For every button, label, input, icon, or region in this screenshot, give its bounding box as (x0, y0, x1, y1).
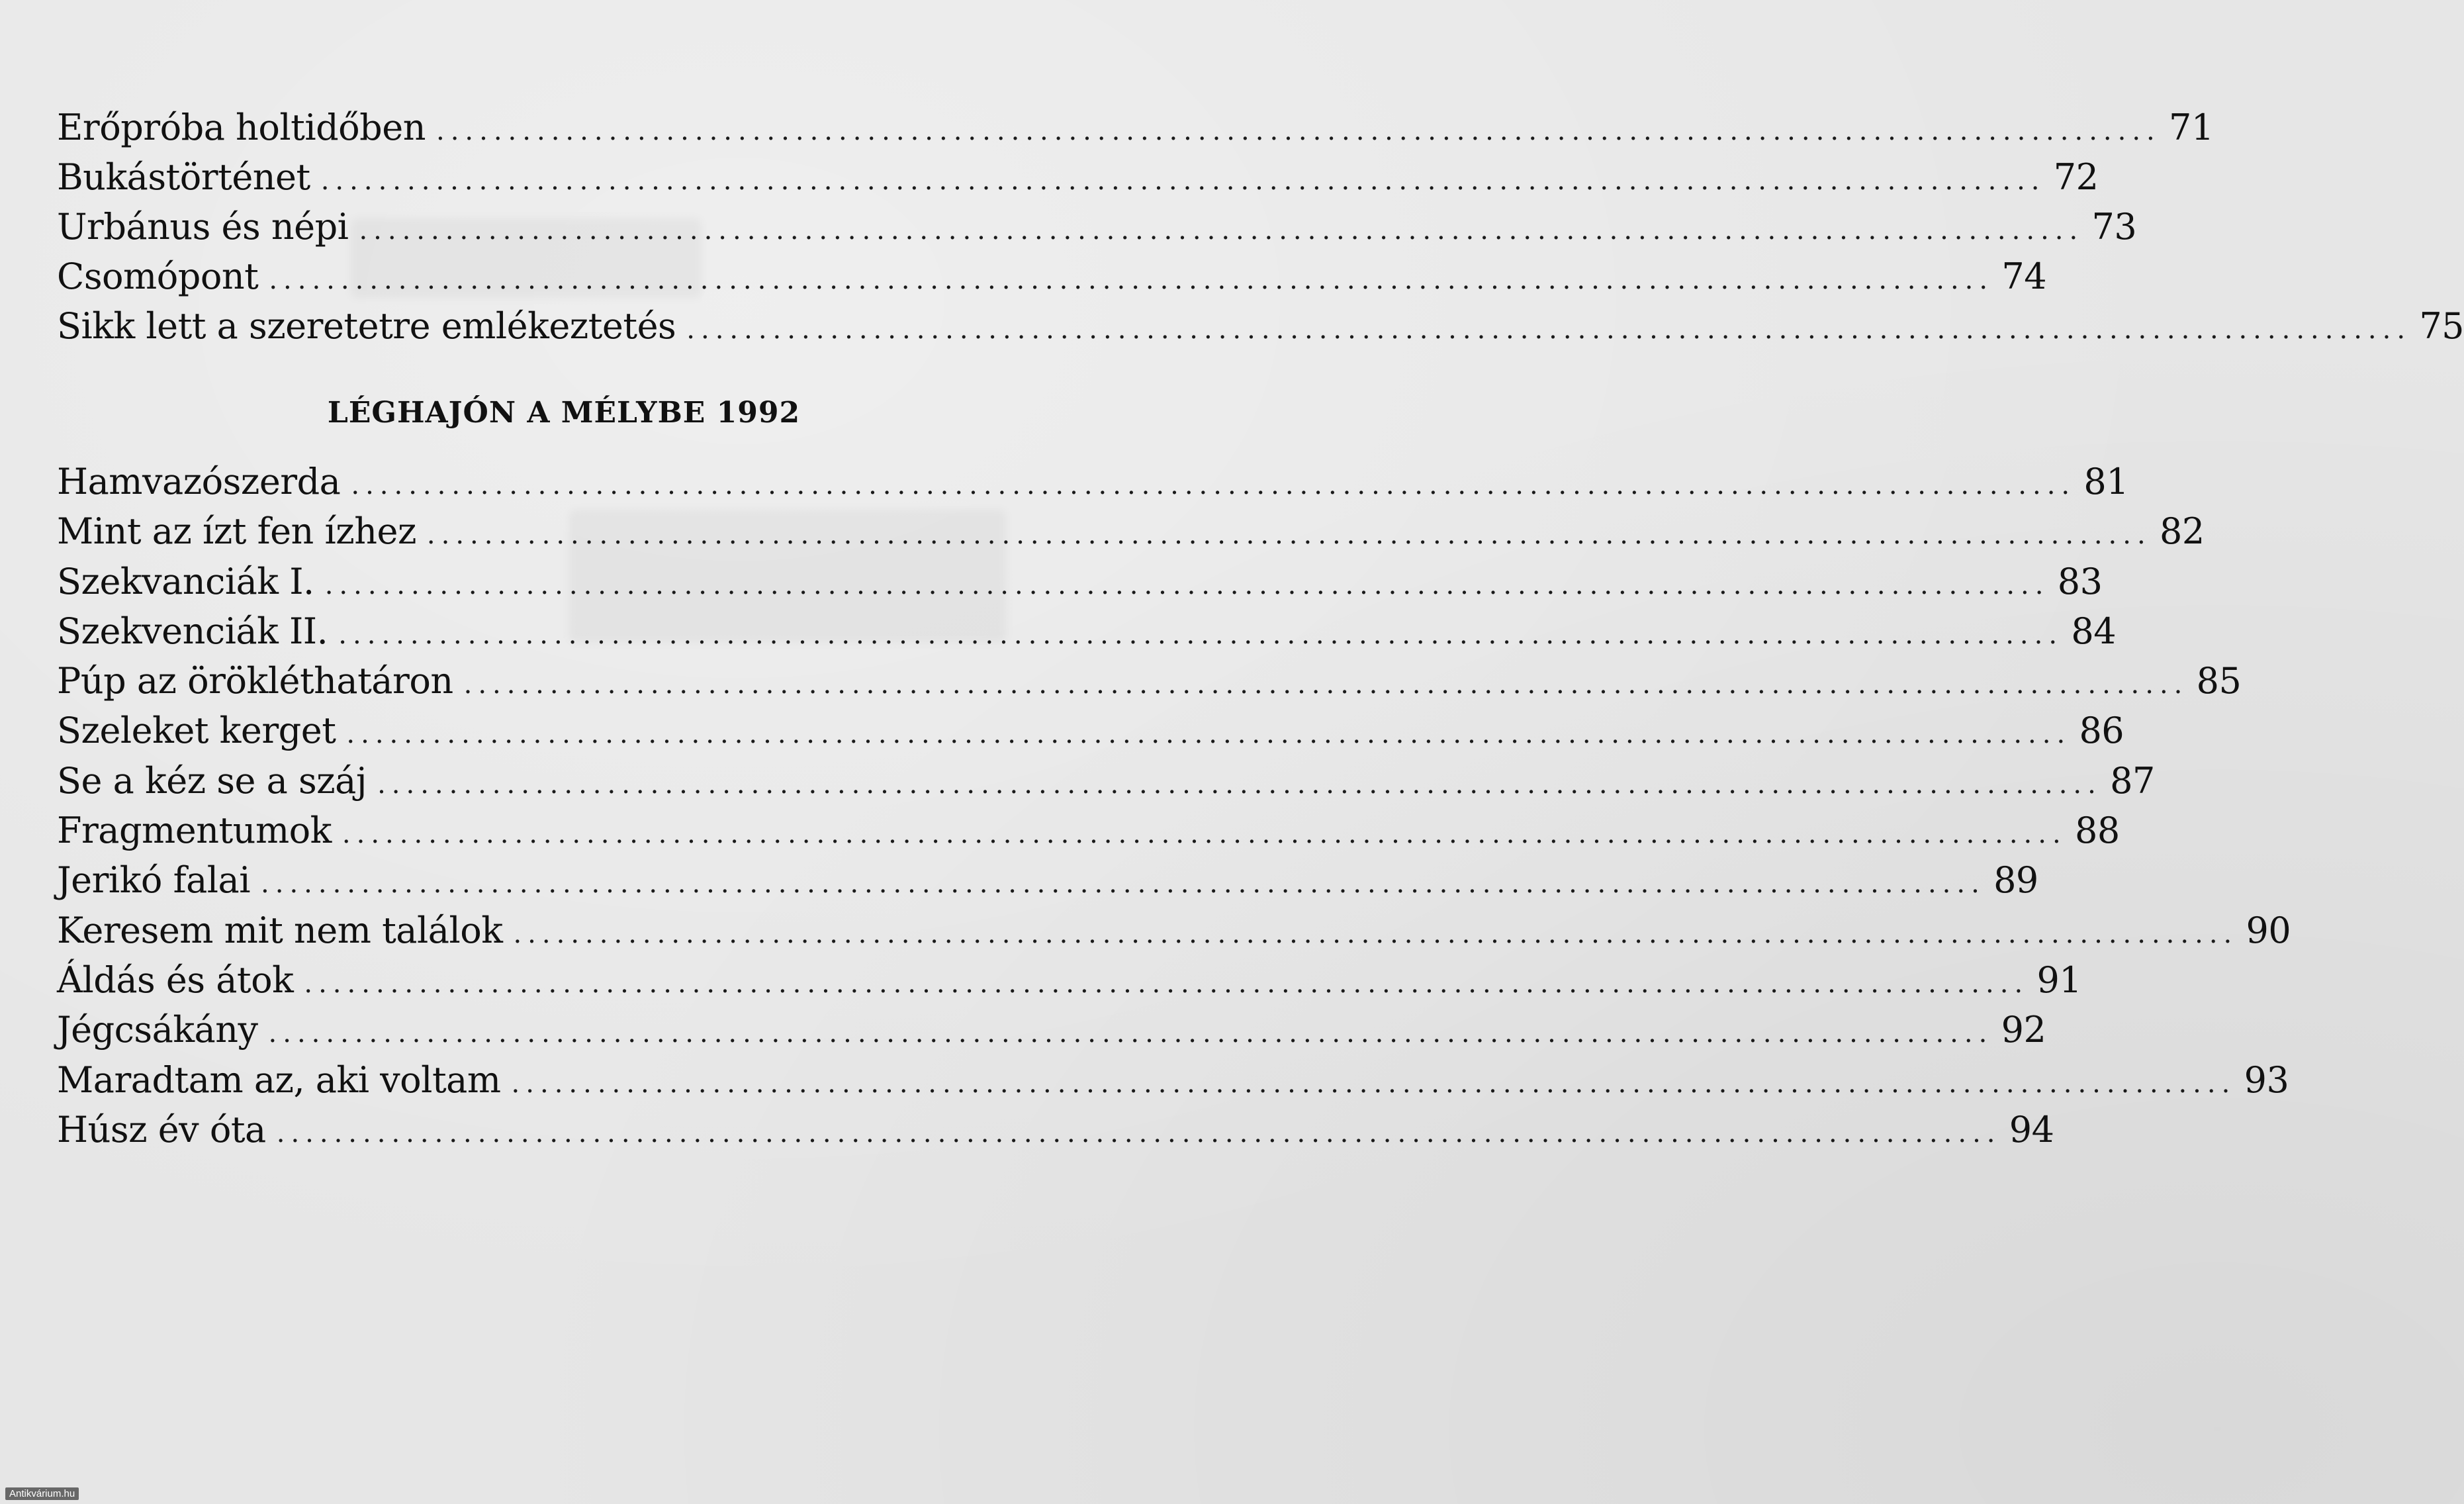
toc-entry (57, 906, 2291, 955)
dot-leader: ........................................................................................................................ (463, 669, 2189, 700)
toc-entry-title: Hamvazószerda (57, 461, 341, 502)
watermark-logo: Antikvárium.hu (5, 1487, 79, 1500)
toc-entry-title: Se a kéz se a száj (57, 759, 367, 802)
toc-entry (57, 152, 2099, 202)
toc-entry-page-number: 84 (2071, 610, 2117, 652)
toc-entry-title: Sikk lett a szeretetre emlékeztetés (57, 305, 676, 347)
toc-entry-title: Szekvenciák II. (57, 610, 328, 652)
toc-entry-page-number: 71 (2169, 107, 2214, 148)
toc-entry-page-number: 89 (1993, 859, 2038, 902)
toc-list-part-2 (57, 457, 2291, 1154)
toc-entry-page-number: 74 (2001, 256, 2047, 297)
toc-entry (57, 1105, 2054, 1154)
dot-leader: ........................................................................................................................ (686, 314, 2412, 345)
toc-entry (57, 457, 2129, 506)
toc-entry-title: Erőpróba holtidőben (57, 107, 426, 148)
toc-entry-title: Maradtam az, aki voltam (57, 1058, 501, 1101)
toc-entry (57, 855, 2038, 905)
toc-list-part-1 (57, 103, 2464, 351)
toc-entry-page-number: 81 (2083, 461, 2129, 502)
toc-entry (57, 656, 2242, 706)
dot-leader: ........................................................................................................................ (513, 918, 2238, 949)
toc-entry-title: Jégcsákány (57, 1009, 258, 1051)
toc-entry-page-number: 91 (2036, 959, 2082, 1001)
toc-entry-page-number: 72 (2053, 156, 2099, 198)
toc-entry (57, 202, 2137, 252)
dot-leader: ........................................................................................................................ (511, 1068, 2236, 1099)
toc-entry-page-number: 83 (2057, 560, 2103, 602)
toc-entry-page-number: 92 (2001, 1009, 2046, 1051)
dot-leader: ........................................................................................................................ (359, 215, 2084, 246)
toc-entry (57, 955, 2082, 1005)
toc-entry-title: Csomópont (57, 256, 259, 297)
dot-leader: ........................................................................................................................ (351, 470, 2076, 500)
dot-leader: ........................................................................................................................ (268, 1018, 1993, 1049)
toc-entry-title: Púp az örökléthatáron (57, 660, 453, 702)
toc-entry-title: Húsz év óta (57, 1108, 266, 1151)
toc-entry-page-number: 86 (2079, 710, 2124, 752)
dot-leader: ........................................................................................................................ (346, 719, 2072, 750)
toc-entry-page-number: 75 (2419, 305, 2464, 347)
section-heading: LÉGHAJÓN A MÉLYBE 1992 (327, 396, 801, 430)
toc-entry (57, 1005, 2046, 1055)
dot-leader: ........................................................................................................................ (342, 819, 2067, 850)
toc-entry-page-number: 93 (2244, 1058, 2289, 1101)
dot-leader: ........................................................................................................................ (304, 968, 2029, 999)
toc-entry (57, 1055, 2289, 1105)
toc-entry-page-number: 85 (2196, 660, 2242, 702)
toc-entry (57, 252, 2047, 301)
toc-entry (57, 806, 2120, 855)
toc-entry-title: Szekvanciák I. (57, 560, 314, 602)
toc-entry-page-number: 82 (2159, 510, 2205, 553)
dot-leader: ........................................................................................................................ (269, 265, 1994, 295)
dot-leader: ........................................................................................................................ (261, 869, 1985, 900)
toc-entry-page-number: 87 (2110, 759, 2155, 802)
toc-entry (57, 103, 2214, 152)
dot-leader: ........................................................................................................................ (324, 569, 2050, 600)
toc-entry-title: Keresem mit nem találok (57, 909, 503, 951)
toc-entry-title: Bukástörténet (57, 156, 310, 198)
toc-entry-page-number: 94 (2009, 1108, 2054, 1151)
toc-entry (57, 606, 2117, 656)
toc-entry-page-number: 73 (2091, 206, 2137, 248)
toc-entry (57, 706, 2124, 755)
toc-entry-title: Jerikó falai (57, 859, 251, 902)
dot-leader: ........................................................................................................................ (276, 1117, 2001, 1149)
toc-entry-title: Áldás és átok (57, 959, 294, 1001)
dot-leader: ........................................................................................................................ (426, 520, 2152, 551)
toc-entry-title: Mint az ízt fen ízhez (57, 510, 416, 553)
toc-entry-title: Urbánus és népi (57, 206, 349, 248)
dot-leader: ........................................................................................................................ (338, 619, 2064, 650)
toc-entry (57, 506, 2205, 556)
toc-entry-title: Szeleket kerget (57, 710, 336, 752)
dot-leader: ........................................................................................................................ (435, 116, 2161, 146)
toc-entry (57, 301, 2464, 351)
toc-entry (57, 756, 2155, 806)
toc-entry-title: Fragmentumok (57, 810, 332, 852)
toc-entry-page-number: 90 (2246, 909, 2291, 951)
toc-entry-page-number: 88 (2074, 810, 2120, 852)
dot-leader: ........................................................................................................................ (320, 165, 2046, 196)
dot-leader: ........................................................................................................................ (377, 769, 2102, 800)
toc-entry (57, 557, 2103, 606)
